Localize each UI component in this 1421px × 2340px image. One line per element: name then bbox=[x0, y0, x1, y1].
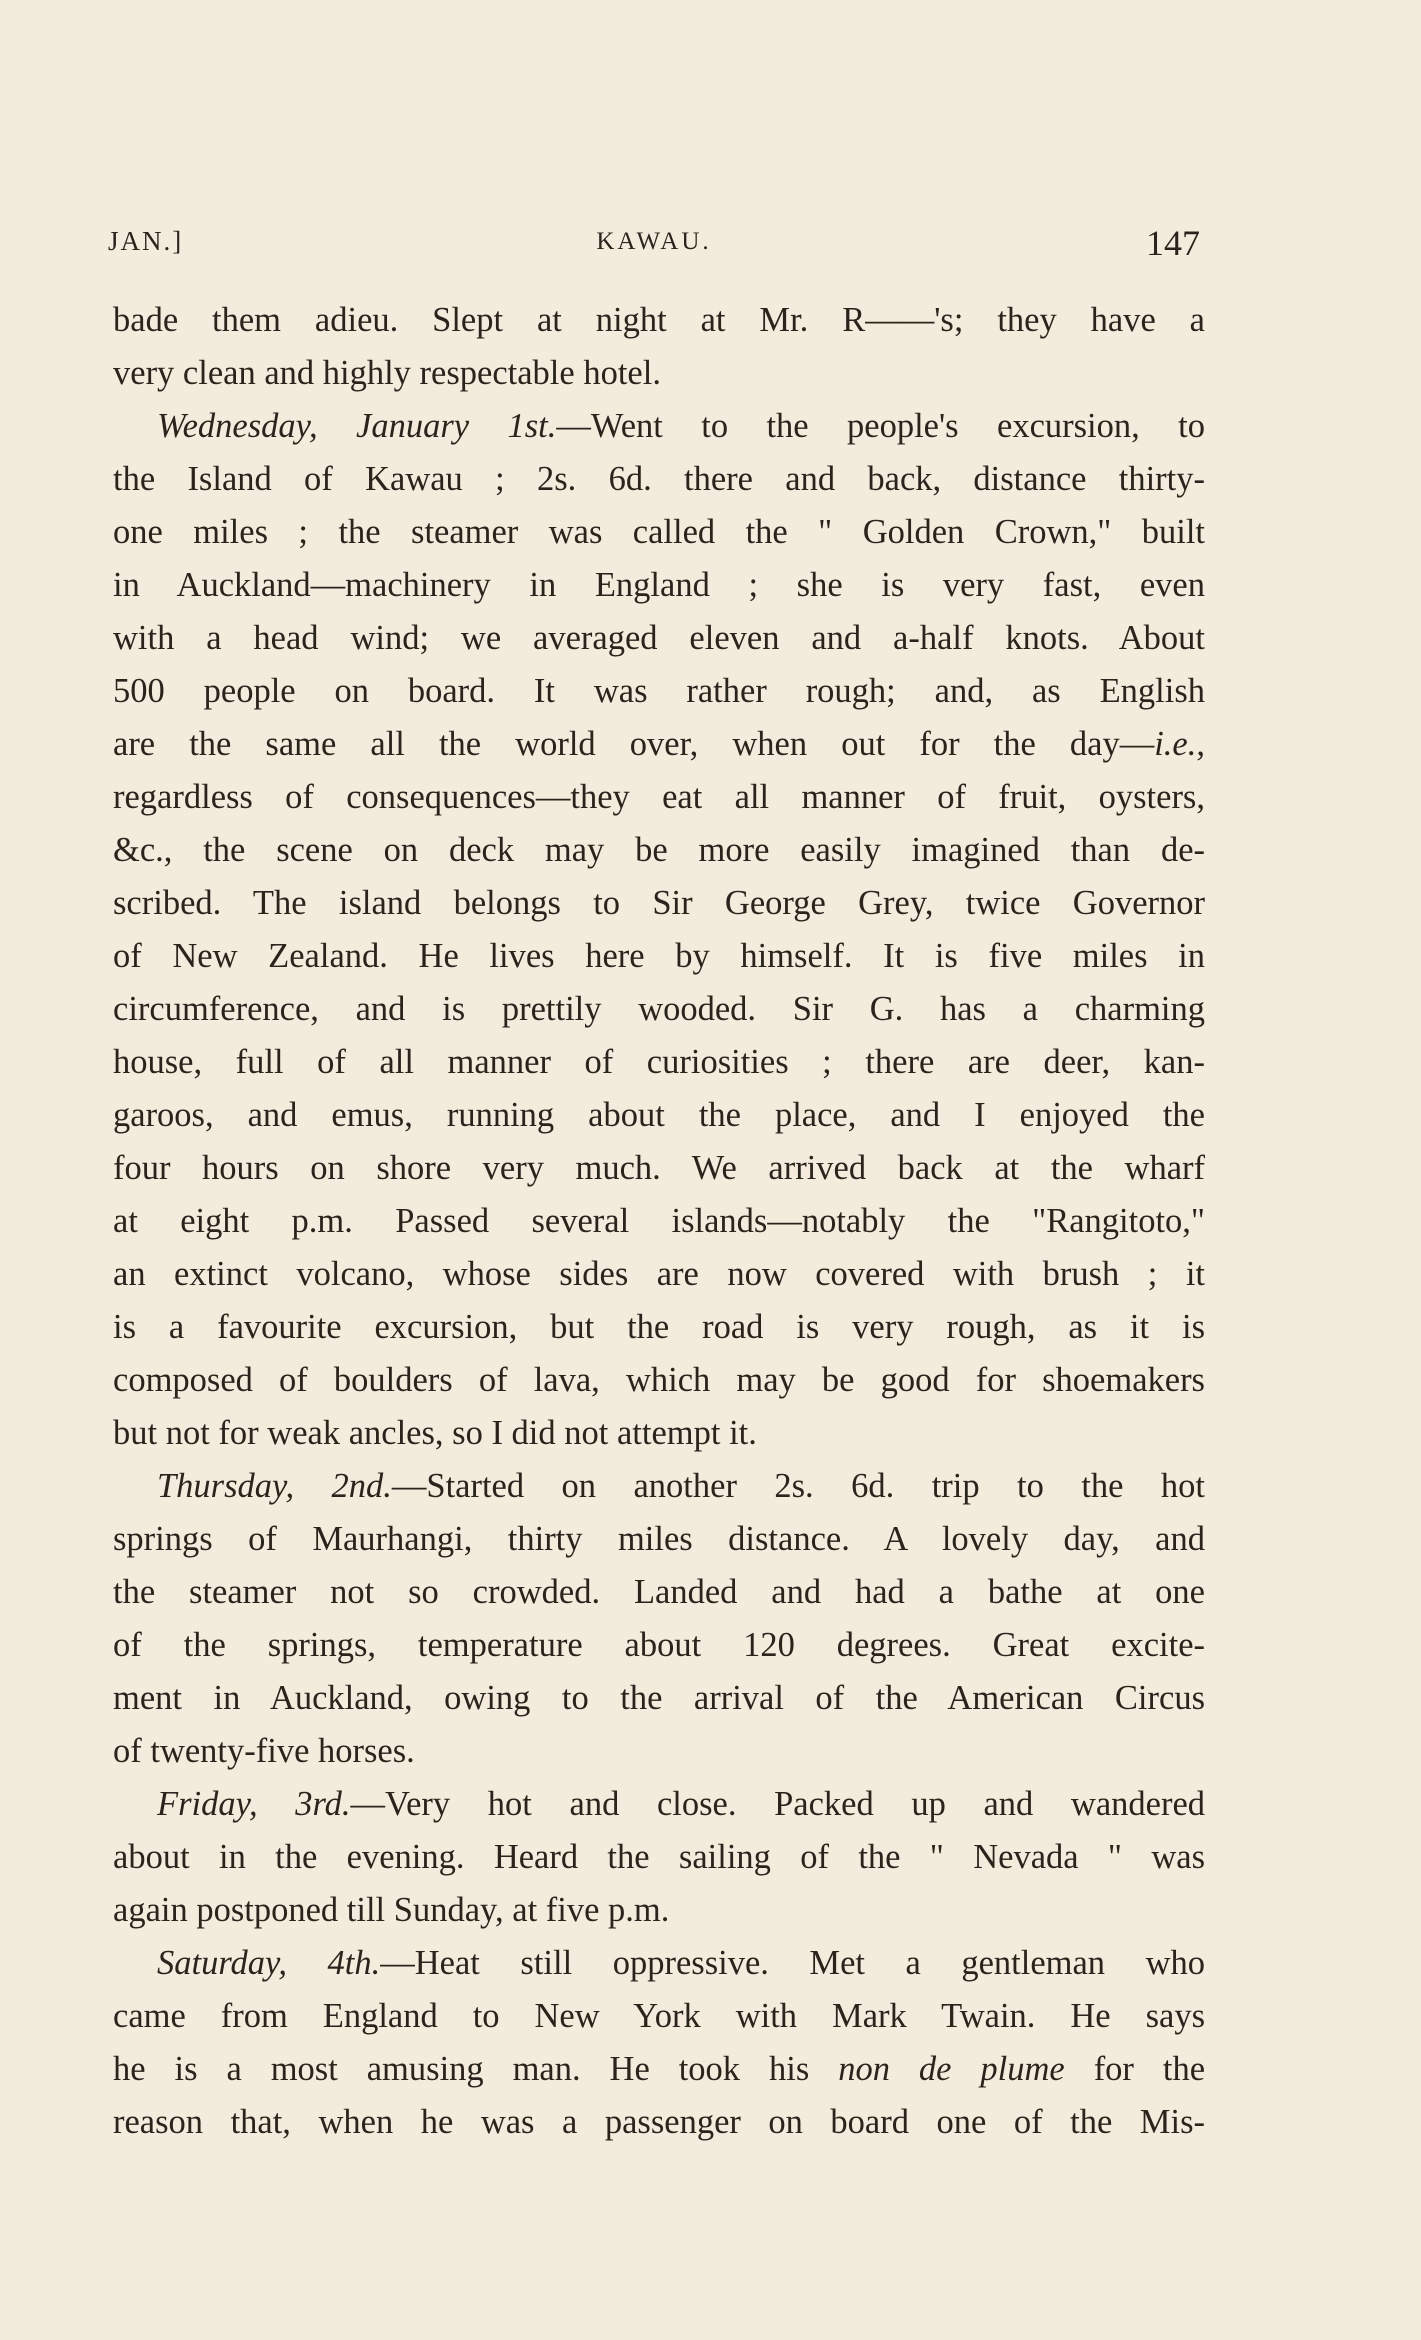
text-line: 500 people on board. It was rather rough; and, as English bbox=[113, 672, 1205, 710]
entry-date: Wednesday, January 1st. bbox=[157, 407, 557, 445]
running-header bbox=[108, 222, 1200, 270]
text-line: of New Zealand. He lives here by himself. It is five miles in bbox=[113, 937, 1205, 975]
text-line: scribed. The island belongs to Sir George Grey, twice Governor bbox=[113, 884, 1205, 922]
text-line: of the springs, temperature about 120 degrees. Great excite- bbox=[113, 1626, 1205, 1664]
text-line: regardless of consequences—they eat all manner of fruit, oysters, bbox=[113, 778, 1205, 816]
text-line: at eight p.m. Passed several islands—notably the "Rangitoto," bbox=[113, 1202, 1205, 1240]
entry-line: Thursday, 2nd.—Started on another 2s. 6d. trip to the hot bbox=[157, 1467, 1205, 1505]
text-line: an extinct volcano, whose sides are now covered with brush ; it bbox=[113, 1255, 1205, 1293]
text-line: but not for weak ancles, so I did not attempt it. bbox=[113, 1414, 757, 1452]
text-line: the steamer not so crowded. Landed and had a bathe at one bbox=[113, 1573, 1205, 1611]
text-line: are the same all the world over, when out for the day—i.e., bbox=[113, 725, 1205, 763]
text-line: ment in Auckland, owing to the arrival of the American Circus bbox=[113, 1679, 1205, 1717]
entry-date: Friday, 3rd. bbox=[157, 1785, 351, 1823]
text-line: in Auckland—machinery in England ; she is very fast, even bbox=[113, 566, 1205, 604]
text-line: is a favourite excursion, but the road is very rough, as it is bbox=[113, 1308, 1205, 1346]
text-line: &c., the scene on deck may be more easily imagined than de- bbox=[113, 831, 1205, 869]
text-line: with a head wind; we averaged eleven and a-half knots. About bbox=[113, 619, 1205, 657]
text-line: four hours on shore very much. We arrived back at the wharf bbox=[113, 1149, 1205, 1187]
text-line: springs of Maurhangi, thirty miles distance. A lovely day, and bbox=[113, 1520, 1205, 1558]
text-line: one miles ; the steamer was called the " Golden Crown," built bbox=[113, 513, 1205, 551]
entry-line: Saturday, 4th.—Heat still oppressive. Met a gentleman who bbox=[157, 1944, 1205, 1982]
text-line: composed of boulders of lava, which may be good for shoemakers bbox=[113, 1361, 1205, 1399]
text-line: he is a most amusing man. He took his non de plume for the bbox=[113, 2050, 1205, 2088]
text-line: of twenty-five horses. bbox=[113, 1732, 415, 1770]
text-line: about in the evening. Heard the sailing of the " Nevada " was bbox=[113, 1838, 1205, 1876]
entry-line: Friday, 3rd.—Very hot and close. Packed up and wandered bbox=[157, 1785, 1205, 1823]
entry-line: Wednesday, January 1st.—Went to the people's excursion, to bbox=[157, 407, 1205, 445]
header-month: JAN.] bbox=[108, 226, 184, 256]
page-body bbox=[113, 294, 1205, 2149]
text-line: circumference, and is prettily wooded. Sir G. has a charming bbox=[113, 990, 1205, 1028]
text-line: very clean and highly respectable hotel. bbox=[113, 354, 661, 392]
text-line: garoos, and emus, running about the place, and I enjoyed the bbox=[113, 1096, 1205, 1134]
entry-date: Thursday, 2nd. bbox=[157, 1467, 392, 1505]
text-line: again postponed till Sunday, at five p.m. bbox=[113, 1891, 670, 1929]
entry-date: Saturday, 4th. bbox=[157, 1944, 381, 1982]
page-number: 147 bbox=[1146, 223, 1200, 263]
text-line: house, full of all manner of curiosities ; there are deer, kan- bbox=[113, 1043, 1205, 1081]
header-title: KAWAU. bbox=[596, 228, 712, 255]
text-line: came from England to New York with Mark Twain. He says bbox=[113, 1997, 1205, 2035]
text-line: reason that, when he was a passenger on board one of the Mis- bbox=[113, 2103, 1205, 2141]
text-line: bade them adieu. Slept at night at Mr. R——'s; they have a bbox=[113, 301, 1205, 339]
text-line: the Island of Kawau ; 2s. 6d. there and back, distance thirty- bbox=[113, 460, 1205, 498]
